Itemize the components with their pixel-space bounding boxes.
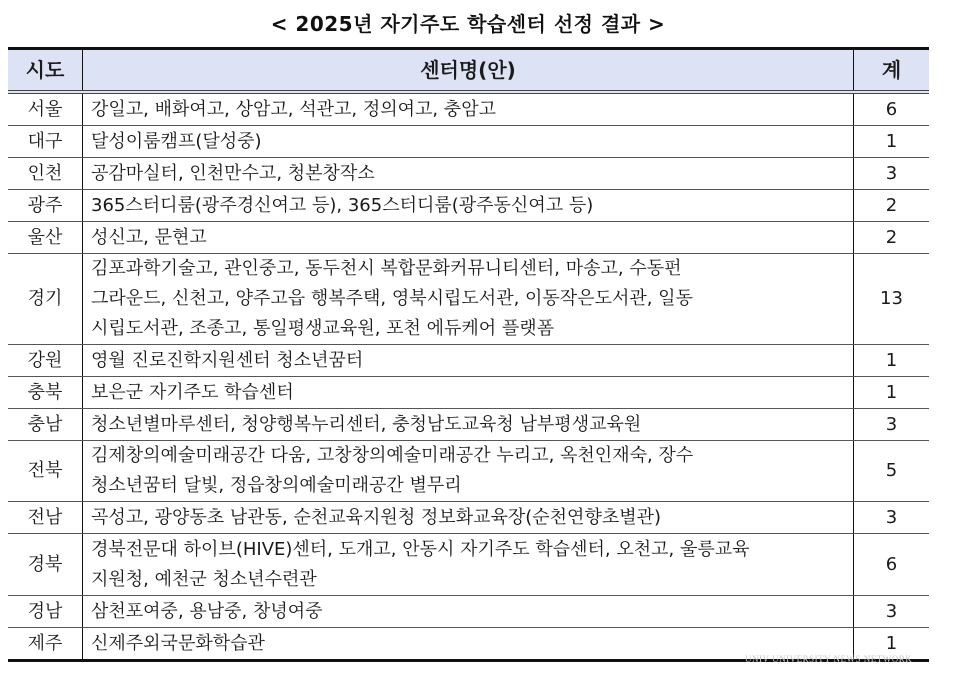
region-cell: 대구 (8, 126, 83, 157)
header-center-name: 센터명(안) (83, 50, 854, 90)
center-name-cell (83, 409, 854, 440)
count-cell: 3 (885, 506, 898, 528)
region-cell: 충북 (8, 377, 83, 408)
table-row (8, 126, 929, 158)
region-cell: 경남 (8, 596, 83, 627)
count-cell: 3 (885, 162, 898, 184)
count-cell: 3 (885, 600, 898, 622)
center-name-line: 김제창의예술미래공간 다움, 고창창의예술미래공간 누리고, 옥천인재숙, 장수 (91, 445, 694, 466)
center-name-cell (83, 158, 854, 189)
region-cell: 충남 (8, 409, 83, 440)
count-cell: 2 (885, 226, 898, 248)
region-cell: 경기 (8, 254, 83, 344)
center-name-cell (83, 596, 854, 627)
region-cell: 전남 (8, 502, 83, 533)
table-row (8, 345, 929, 377)
region-cell: 광주 (8, 190, 83, 221)
region-cell: 울산 (8, 222, 83, 253)
center-name-line: 김포과학기술고, 관인중고, 동두천시 복합문화커뮤니티센터, 마송고, 수동펀 (91, 258, 682, 279)
table-row (8, 158, 929, 190)
count-cell: 1 (885, 381, 898, 403)
table-row (8, 190, 929, 222)
region-cell: 강원 (8, 345, 83, 376)
center-name-cell (83, 254, 854, 344)
center-name-line: 365스터디룸(광주경신여고 등), 365스터디룸(광주동신여고 등) (91, 194, 594, 216)
region-cell: 제주 (8, 628, 83, 659)
center-name-line: 청소년꿈터 달빛, 정읍창의예술미래공간 별무리 (91, 475, 462, 496)
center-name-line: 곡성고, 광양동초 남관동, 순천교육지원청 정보화교육장(순천연향초별관) (91, 506, 662, 528)
center-name-cell (83, 502, 854, 533)
table-row (8, 409, 929, 441)
count-cell: 3 (885, 413, 898, 435)
count-cell: 5 (885, 460, 898, 481)
table-body (8, 94, 929, 659)
center-name-cell (83, 126, 854, 157)
center-name-cell (83, 222, 854, 253)
center-name-cell (83, 190, 854, 221)
table-row (8, 534, 929, 596)
table-row (8, 377, 929, 409)
center-name-cell (83, 94, 854, 125)
center-name-line: 시립도서관, 조종고, 통일평생교육원, 포천 에듀케어 플랫폼 (91, 318, 555, 339)
count-cell: 1 (885, 349, 898, 371)
count-cell: 1 (885, 130, 898, 152)
table-row (8, 596, 929, 628)
center-name-line: 성신고, 문현고 (91, 226, 207, 248)
page-title: < 2025년 자기주도 학습센터 선정 결과 > (270, 12, 666, 36)
count-cell: 1 (885, 632, 898, 654)
table-row (8, 502, 929, 534)
center-name-line: 청소년별마루센터, 청양행복누리센터, 충청남도교육청 남부평생교육원 (91, 413, 642, 435)
center-name-line: 지원청, 예천군 청소년수련관 (91, 568, 317, 590)
center-name-line: 그라운드, 신천고, 양주고읍 행복주택, 영북시립도서관, 이동작은도서관, 일동 (91, 288, 693, 309)
region-cell: 전북 (8, 441, 83, 501)
center-name-line: 경북전문대 하이브(HIVE)센터, 도개고, 안동시 자기주도 학습센터, 오천고, 울릉교육 (91, 538, 750, 560)
count-cell: 6 (885, 98, 898, 120)
center-name-cell (83, 345, 854, 376)
center-name-line: 삼천포여중, 용남중, 창녕여중 (91, 600, 323, 622)
count-cell: 6 (885, 553, 898, 575)
table-row (8, 441, 929, 502)
table-row (8, 222, 929, 254)
center-name-cell (83, 441, 854, 501)
count-cell: 2 (885, 194, 898, 216)
center-name-line: 보은군 자기주도 학습센터 (91, 381, 294, 403)
table-header-row (8, 50, 929, 94)
center-name-line: 공감마실터, 인천만수고, 청본창작소 (91, 162, 375, 184)
region-cell: 서울 (8, 94, 83, 125)
center-name-cell (83, 377, 854, 408)
center-name-line: 달성이룸캠프(달성중) (91, 130, 262, 152)
center-name-cell (83, 628, 854, 659)
header-count: 계 (881, 58, 902, 82)
header-region: 시도 (8, 50, 83, 90)
count-cell: 13 (880, 288, 903, 309)
center-name-line: 신제주외국문화학습관 (91, 632, 265, 654)
table-row (8, 254, 929, 345)
watermark: UNIV UNIVERSITY NEWS NETWORK (745, 654, 913, 664)
center-name-line: 강일고, 배화여고, 상암고, 석관고, 정의여고, 충암고 (91, 98, 496, 120)
table-row (8, 94, 929, 126)
center-name-cell (83, 534, 854, 595)
region-cell: 인천 (8, 158, 83, 189)
selection-results-table (8, 47, 929, 662)
region-cell: 경북 (8, 534, 83, 595)
center-name-line: 영월 진로진학지원센터 청소년꿈터 (91, 349, 364, 371)
